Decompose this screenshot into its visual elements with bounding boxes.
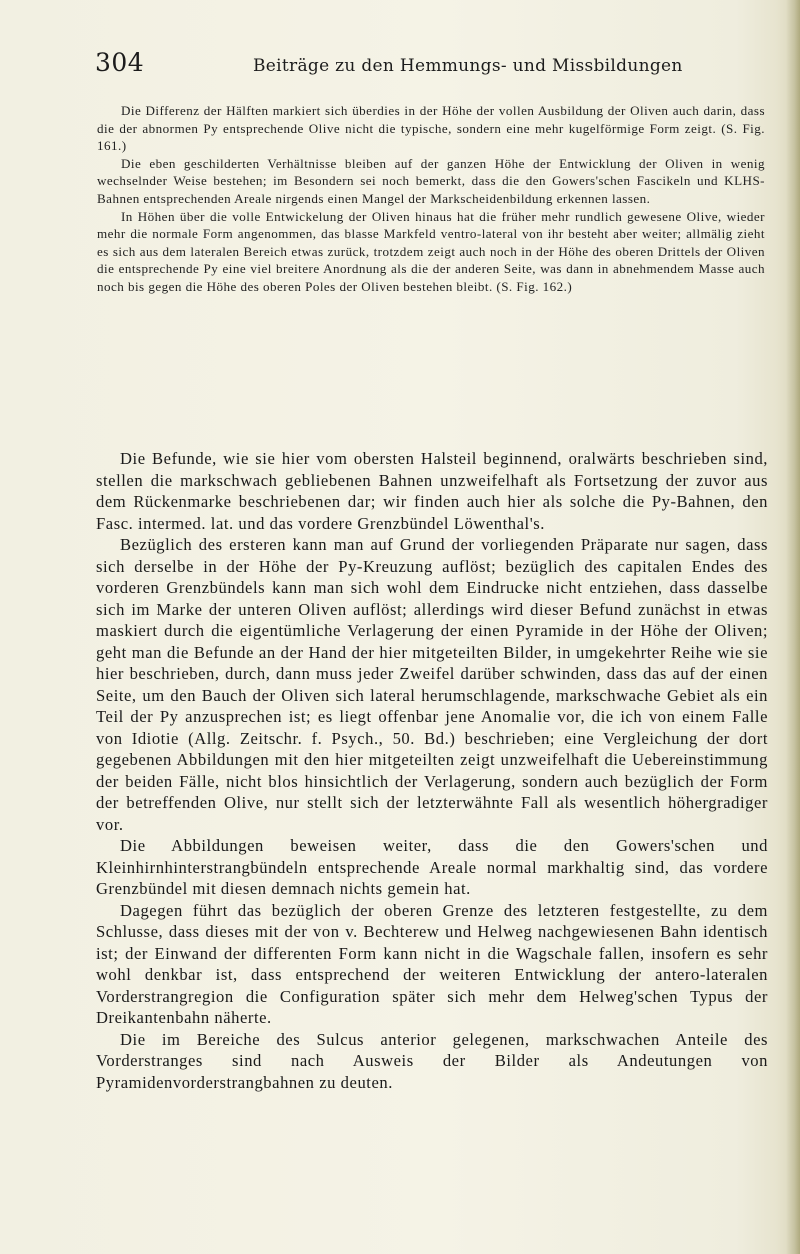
small-paragraph-2: Die eben geschilderten Verhältnisse bleiben auf der ganzen Höhe der Entwicklung der Oliven in wenig wechselnder Weise bestehen; im Besondern sei noch bemerkt, dass die den Gowers'schen Fascikeln und KLHS-Bahnen entsprechenden Areale nirgends einen Mangel der Markscheidenbildung erkennen lassen. xyxy=(97,155,765,206)
page-number: 304 xyxy=(95,48,145,77)
page-header xyxy=(95,48,715,88)
body-paragraph-2: Bezüglich des ersteren kann man auf Grund der vorliegenden Präparate nur sagen, dass sich derselbe in der Höhe der Py-Kreuzung auflöst; bezüglich des capitalen Endes des vorderen Grenzbündels kann man sich wohl dem Eindrucke nicht entziehen, dass dasselbe sich im Marke der unteren Oliven auflöst; allerdings wird dieser Befund zunächst in etwas maskiert durch die eigentümliche Verlagerung der einen Pyramide in der Höhe der Oliven; geht man die Befunde an der Hand der hier mitgeteilten Bilder, in umgekehrter Reihe wie sie hier beschrieben, durch, dann muss jeder Zweifel darüber schwinden, dass das auf der einen Seite, um den Bauch der Oliven sich lateral herumschlagende, markschwache Gebiet als ein Teil der Py anzusprechen ist; es liegt offenbar jene Anomalie vor, die ich von einem Falle von Idiotie (Allg. Zeitschr. f. Psych., 50. Bd.) beschrieben; eine Vergleichung der dort gegebenen Abbildungen mit den hier mitgeteilten zeigt unzweifelhaft die Uebereinstimmung der beiden Fälle, nicht blos hinsichtlich der Verlagerung, sondern auch bezüglich der Form der betreffenden Olive, nur stellt sich der letzterwähnte Fall als wesentlich höhergradiger vor. xyxy=(96,535,768,834)
main-text-section xyxy=(96,448,768,1093)
small-print-section xyxy=(97,102,765,296)
small-paragraph-1: Die Differenz der Hälften markiert sich überdies in der Höhe der vollen Ausbildung der Oliven auch darin, dass die der abnormen Py entsprechende Olive nicht die typische, sondern eine mehr kugelförmige Form zeigt. (S. Fig. 161.) xyxy=(97,103,765,154)
small-paragraph-3: In Höhen über die volle Entwickelung der Oliven hinaus hat die früher mehr rundlich gewesene Olive, wieder mehr die normale Form angenommen, das blasse Markfeld ventro-lateral von ihr besteht aber weiter; allmälig zieht es sich aus dem lateralen Bereich etwas zurück, trotzdem zeigt auch noch in der Höhe des oberen Drittels der Oliven die entsprechende Py eine viel breitere Anordnung als die der anderen Seite, was dann in abnehmendem Masse auch noch bis gegen die Höhe des oberen Poles der Oliven bestehen bleibt. (S. Fig. 162.) xyxy=(97,208,765,294)
page-edge-shadow xyxy=(786,0,800,1254)
body-paragraph-1: Die Befunde, wie sie hier vom obersten Halsteil beginnend, oralwärts beschrieben sind, stellen die markschwach gebliebenen Bahnen unzweifelhaft als Fortsetzung der zuvor aus dem Rückenmarke beschriebenen dar; wir finden auch hier als solche die Py-Bahnen, den Fasc. intermed. lat. und das vordere Grenzbündel Löwenthal's. xyxy=(96,449,768,533)
body-paragraph-3: Die Abbildungen beweisen weiter, dass die den Gowers'schen und Kleinhirnhinterstrangbündeln entsprechende Areale normal markhaltig sind, das vordere Grenzbündel mit diesen demnach nichts gemein hat. xyxy=(96,836,768,898)
body-paragraph-5: Die im Bereiche des Sulcus anterior gelegenen, markschwachen Anteile des Vorderstranges sind nach Ausweis der Bilder als Andeutungen von Pyramidenvorderstrangbahnen zu deuten. xyxy=(96,1029,768,1092)
running-title: Beiträge zu den Hemmungs- und Missbildungen xyxy=(253,56,683,76)
body-paragraph-4: Dagegen führt das bezüglich der oberen Grenze des letzteren festgestellte, zu dem Schlusse, dass dieses mit der von v. Bechterew und Helweg nachgewiesenen Bahn identisch ist; der Einwand der differenten Form kann nicht in die Wagschale fallen, insofern es sehr wohl denkbar ist, dass entsprechend der weiteren Entwicklung der antero-lateralen Vorderstrangregion die Configuration später sich mehr dem Helweg'schen Typus der Dreikantenbahn näherte. xyxy=(96,900,768,1027)
